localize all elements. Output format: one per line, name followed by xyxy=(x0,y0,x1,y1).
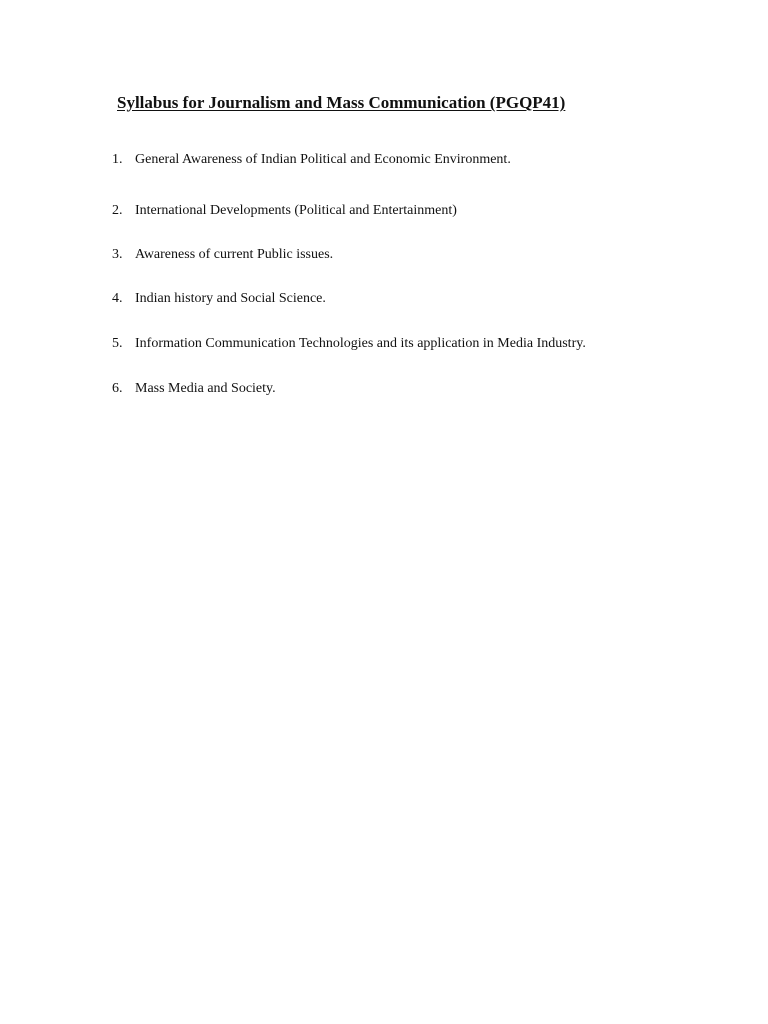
item-text: International Developments (Political and Entertainment) xyxy=(135,203,457,218)
syllabus-item-3 xyxy=(112,246,333,264)
syllabus-item-6 xyxy=(112,380,276,398)
item-text: Awareness of current Public issues. xyxy=(135,247,334,262)
syllabus-item-4 xyxy=(112,290,326,308)
item-text: Indian history and Social Science. xyxy=(135,291,326,306)
item-number: 3. xyxy=(112,247,123,262)
syllabus-item-1 xyxy=(112,151,511,169)
document-title: Syllabus for Journalism and Mass Communication (PGQP41) xyxy=(117,93,566,112)
item-number: 5. xyxy=(112,336,123,351)
item-number: 2. xyxy=(112,203,123,218)
item-number: 6. xyxy=(112,381,123,396)
item-number: 1. xyxy=(112,152,123,167)
item-text: Information Communication Technologies and its application in Media Industry. xyxy=(135,336,586,351)
item-number: 4. xyxy=(112,291,123,306)
item-text: General Awareness of Indian Political and Economic Environment. xyxy=(135,152,511,167)
syllabus-item-5 xyxy=(112,335,586,353)
syllabus-item-2 xyxy=(112,202,457,220)
item-text: Mass Media and Society. xyxy=(135,381,276,396)
